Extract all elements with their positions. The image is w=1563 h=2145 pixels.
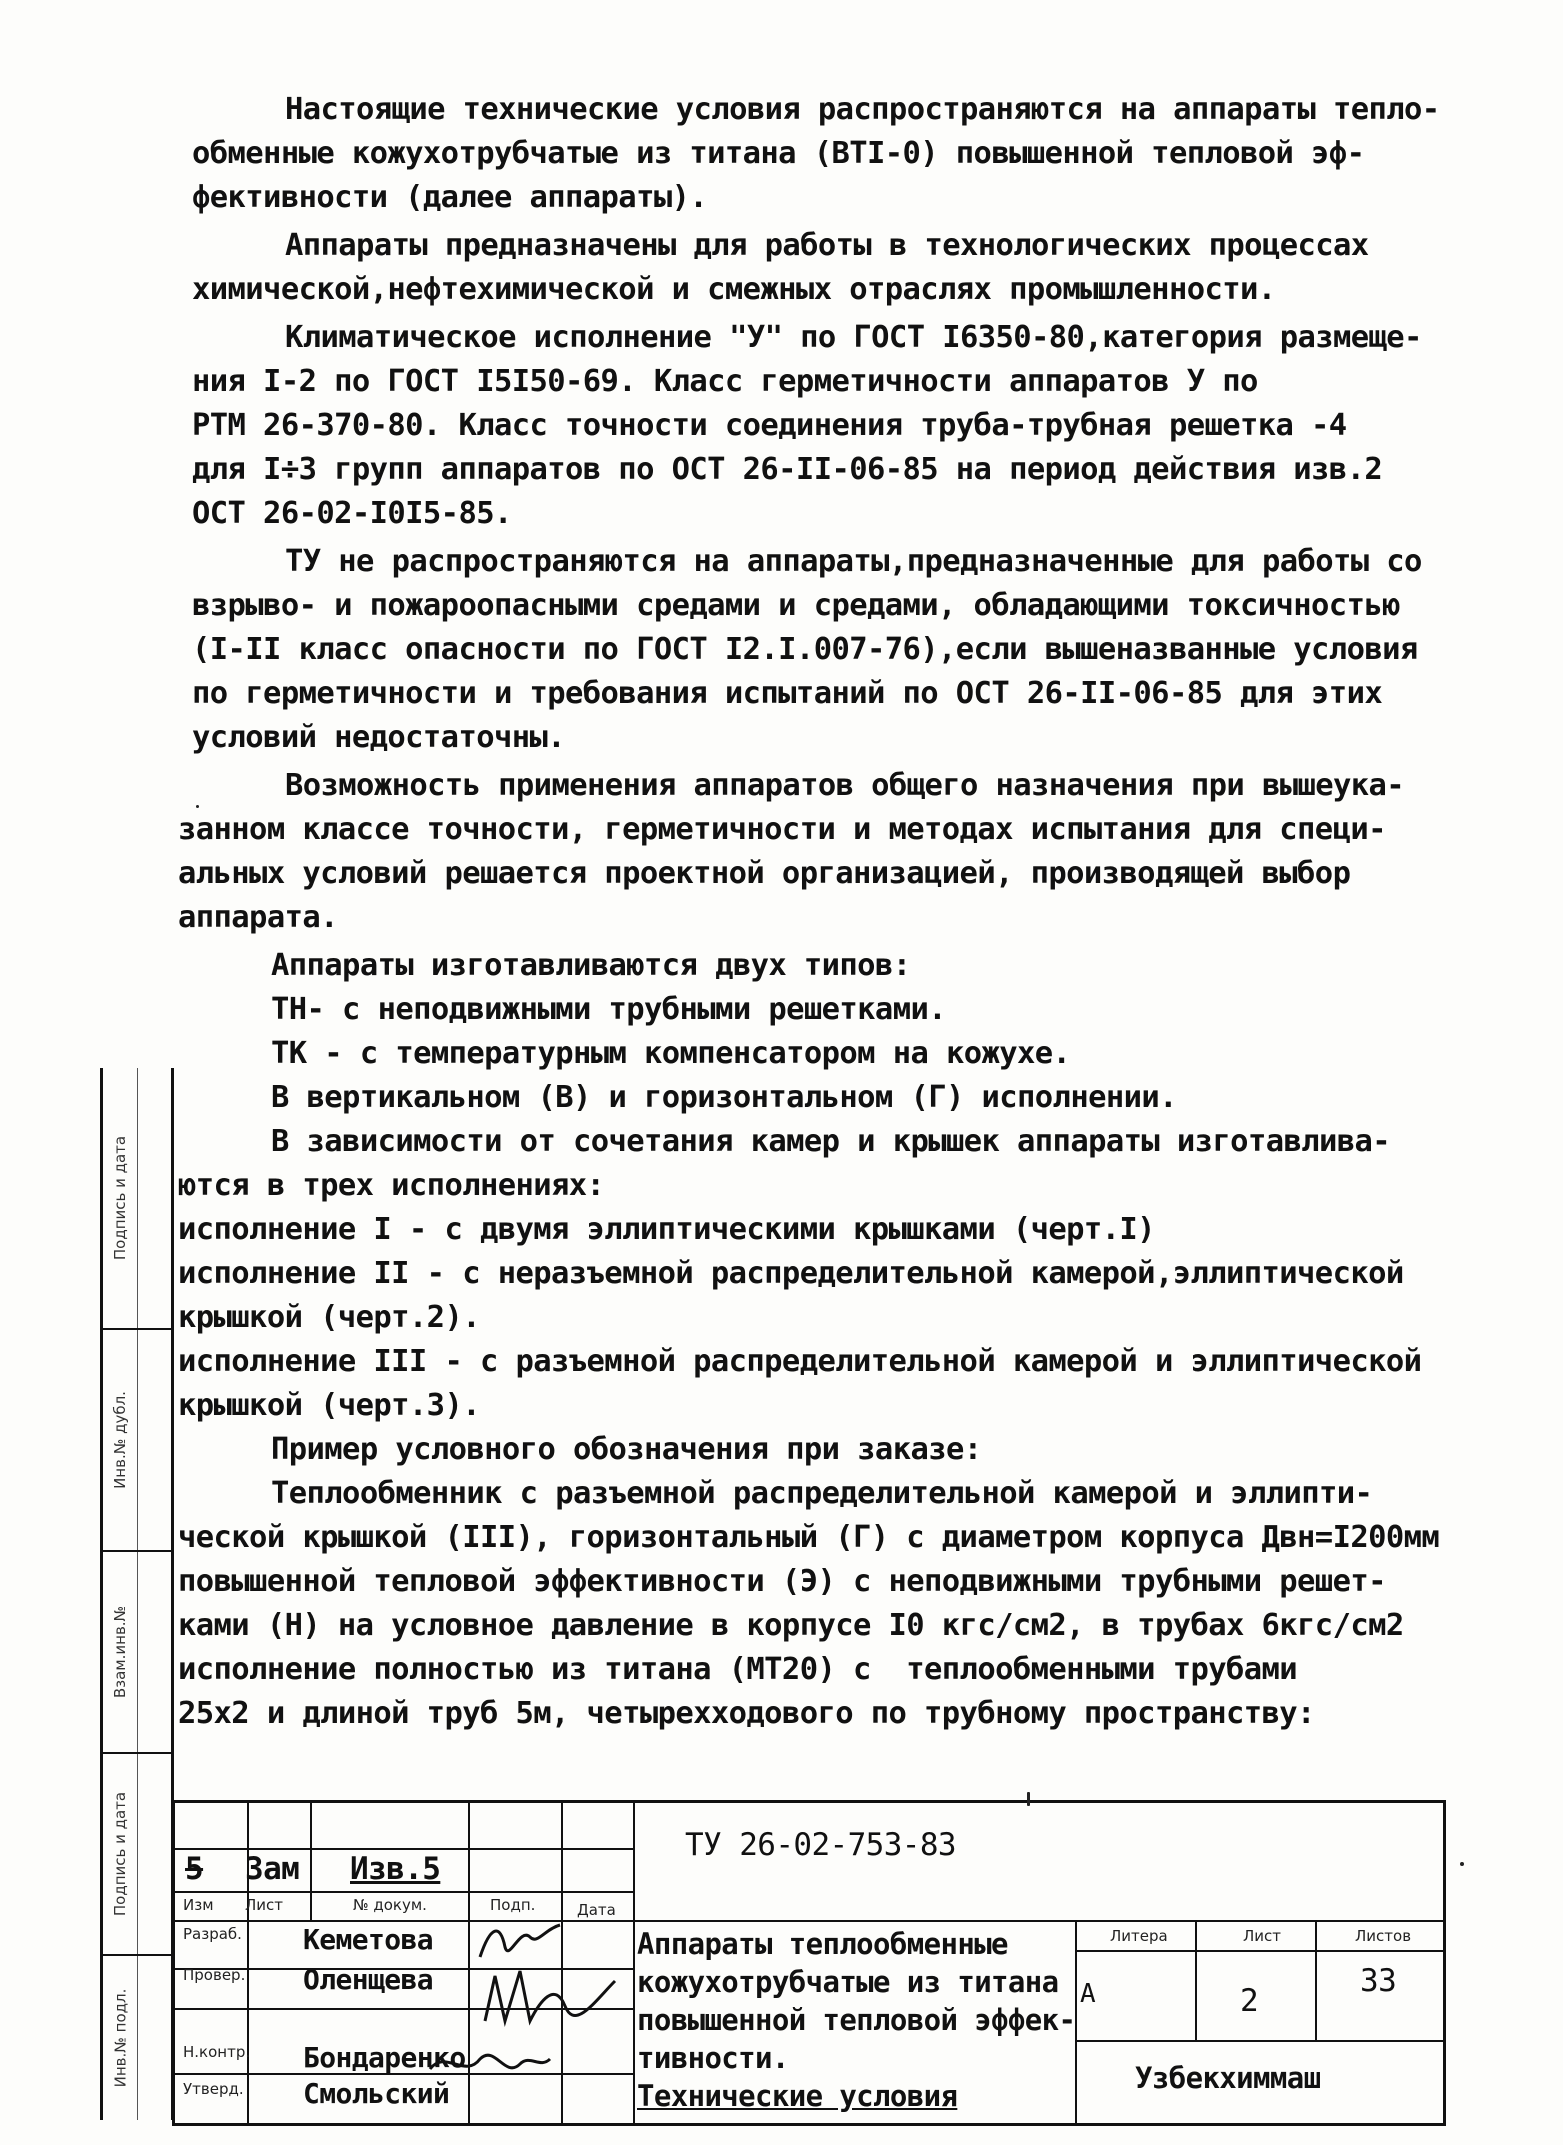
tb-hline	[1075, 1950, 1443, 1952]
text-line: ческой крышкой (III), горизонтальный (Г) с диаметром корпуса Двн=I200мм	[178, 1520, 1440, 1555]
change-izm: 5	[185, 1851, 204, 1887]
role-checker: Провер.	[183, 1966, 246, 1984]
side-label: Подпись и дата	[111, 1135, 129, 1261]
scan-speck	[196, 805, 199, 808]
body-text	[178, 88, 1482, 1736]
name-checker: Оленщева	[303, 1963, 434, 1996]
text-line: условий недостаточны.	[192, 720, 566, 755]
sheet-label: Лист	[1243, 1927, 1282, 1945]
header-date: Дата	[577, 1901, 616, 1919]
header-doc-no: № докум.	[353, 1896, 427, 1914]
text-line: ния I-2 по ГОСТ I5I50-69. Класс герметичности аппаратов У по	[192, 364, 1258, 399]
litera-label: Литера	[1110, 1927, 1168, 1945]
text-line: Настоящие технические условия распространяются на аппараты тепло-	[285, 92, 1440, 127]
text-line: Пример условного обозначения при заказе:	[271, 1432, 982, 1467]
text-line: занном классе точности, герметичности и методах испытания для специ-	[178, 812, 1386, 847]
text-line: аппарата.	[178, 900, 338, 935]
text-line: В вертикальном (В) и горизонтальном (Г) исполнении.	[271, 1080, 1177, 1115]
sheets-value: 33	[1360, 1963, 1397, 1999]
side-strip-divider	[137, 1068, 138, 2120]
tb-hline	[175, 1920, 1443, 1922]
text-line: исполнение II - с неразъемной распределительной камерой,эллиптической	[178, 1256, 1404, 1291]
side-cell-replacement-inv	[103, 1330, 137, 1550]
text-line: химической,нефтехимической и смежных отраслях промышленности.	[192, 272, 1276, 307]
text-line: (I-II класс опасности по ГОСТ I2.I.007-76),если вышеназванные условия	[192, 632, 1418, 667]
text-line: фективности (далее аппараты).	[192, 180, 708, 215]
text-line: ТУ не распространяются на аппараты,предназначенные для работы со	[285, 544, 1422, 579]
text-line: альных условий решается проектной организацией, производящей выбор	[178, 856, 1351, 891]
name-norm-control: Бондаренко	[303, 2041, 466, 2074]
scan-speck	[1460, 1862, 1464, 1866]
tb-hline	[175, 1891, 633, 1893]
side-strip	[100, 1068, 174, 2120]
change-list: Зам	[245, 1851, 300, 1887]
text-line: ТН- с неподвижными трубными решетками.	[271, 992, 946, 1027]
text-line: исполнение I - с двумя эллиптическими крышками (черт.I)	[178, 1212, 1155, 1247]
text-line: Климатическое исполнение "У" по ГОСТ I6350-80,категория размеще-	[285, 320, 1422, 355]
tb-vline	[1195, 1920, 1197, 2040]
title-line: тивности.	[637, 2041, 789, 2075]
text-line: РТМ 26-370-80. Класс точности соединения труба-трубная решетка -4	[192, 408, 1347, 443]
side-label: Взам.инв.№	[111, 1605, 129, 1699]
text-line: повышенной тепловой эффективности (Э) с неподвижными трубными решет-	[178, 1564, 1386, 1599]
name-approver: Смольский	[303, 2077, 450, 2110]
side-cell-signature-date-bottom	[103, 1754, 137, 1954]
role-approver: Утверд.	[183, 2080, 244, 2098]
document-title	[637, 1925, 1075, 2115]
header-izm: Изм	[183, 1896, 214, 1914]
side-label: Инв.№ дубл.	[111, 1391, 130, 1489]
tb-hline	[1075, 2040, 1443, 2042]
change-doc-no: Изв.5	[350, 1851, 441, 1887]
text-line: ОСТ 26-02-I0I5-85.	[192, 496, 512, 531]
text-line: ТК - с температурным компенсатором на кожухе.	[271, 1036, 1071, 1071]
title-block	[172, 1800, 1446, 2126]
text-line: ются в трех исполнениях:	[178, 1168, 605, 1203]
text-line: крышкой (черт.3).	[178, 1388, 480, 1423]
title-line: Аппараты теплообменные	[637, 1927, 1008, 1961]
signature-norm-control	[425, 2039, 555, 2089]
text-line: исполнение III - с разъемной распределительной камерой и эллиптической	[178, 1344, 1422, 1379]
text-line: Аппараты предназначены для работы в технологических процессах	[285, 228, 1369, 263]
scan-speck	[1027, 1792, 1030, 1806]
header-list: Лист	[245, 1896, 284, 1914]
header-sign: Подп.	[490, 1896, 536, 1914]
doc-code: ТУ 26-02-753-83	[685, 1827, 956, 1863]
text-line: В зависимости от сочетания камер и крышек аппараты изготавлива-	[271, 1124, 1391, 1159]
litera-value: А	[1080, 1979, 1096, 2009]
title-line: Технические условия	[637, 2079, 958, 2113]
text-line: обменные кожухотрубчатые из титана (BTI-0) повышенной тепловой эф-	[192, 136, 1365, 171]
text-line: взрыво- и пожароопасными средами и средами, обладающими токсичностью	[192, 588, 1400, 623]
side-label: Подпись и дата	[111, 1791, 129, 1917]
tb-vline	[310, 1803, 312, 1920]
signature-developer	[475, 1917, 565, 1967]
text-line: по герметичности и требования испытаний по ОСТ 26-II-06-85 для этих	[192, 676, 1383, 711]
text-line: для I÷3 групп аппаратов по ОСТ 26-II-06-85 на период действия изв.2	[192, 452, 1383, 487]
tb-hline	[175, 1848, 633, 1850]
text-line: Теплообменник с разъемной распределительной камерой и эллипти-	[271, 1476, 1373, 1511]
text-line: Возможность применения аппаратов общего назначения при вышеука-	[285, 768, 1405, 803]
side-cell-dup-inv	[103, 1552, 137, 1752]
text-line: Аппараты изготавливаются двух типов:	[271, 948, 911, 983]
title-line: кожухотрубчатые из титана	[637, 1965, 1059, 1999]
side-label: Инв.№ подл.	[111, 1988, 129, 2088]
text-line: крышкой (черт.2).	[178, 1300, 480, 1335]
tb-vline	[1315, 1920, 1317, 2040]
signature-checker	[475, 1961, 625, 2041]
text-line: исполнение полностью из титана (МТ20) с теплообменными трубами	[178, 1652, 1298, 1687]
text-line: ками (Н) на условное давление в корпусе I0 кгс/см2, в трубах 6кгс/см2	[178, 1608, 1404, 1643]
side-cell-original-inv	[103, 1956, 137, 2120]
role-norm-control: Н.контр.	[183, 2043, 251, 2061]
text-line: 25х2 и длиной труб 5м, четырехходового по трубному пространству:	[178, 1696, 1315, 1731]
side-cell-signature-date-top	[103, 1068, 137, 1328]
role-developer: Разраб.	[183, 1925, 242, 1943]
tb-vline	[633, 1803, 635, 2123]
organization: Узбекхиммаш	[1135, 2061, 1321, 2095]
title-line: повышенной тепловой эффек-	[637, 2003, 1076, 2037]
sheets-label: Листов	[1355, 1927, 1412, 1945]
sheet-value: 2	[1240, 1983, 1259, 2019]
name-developer: Кеметова	[303, 1923, 434, 1956]
